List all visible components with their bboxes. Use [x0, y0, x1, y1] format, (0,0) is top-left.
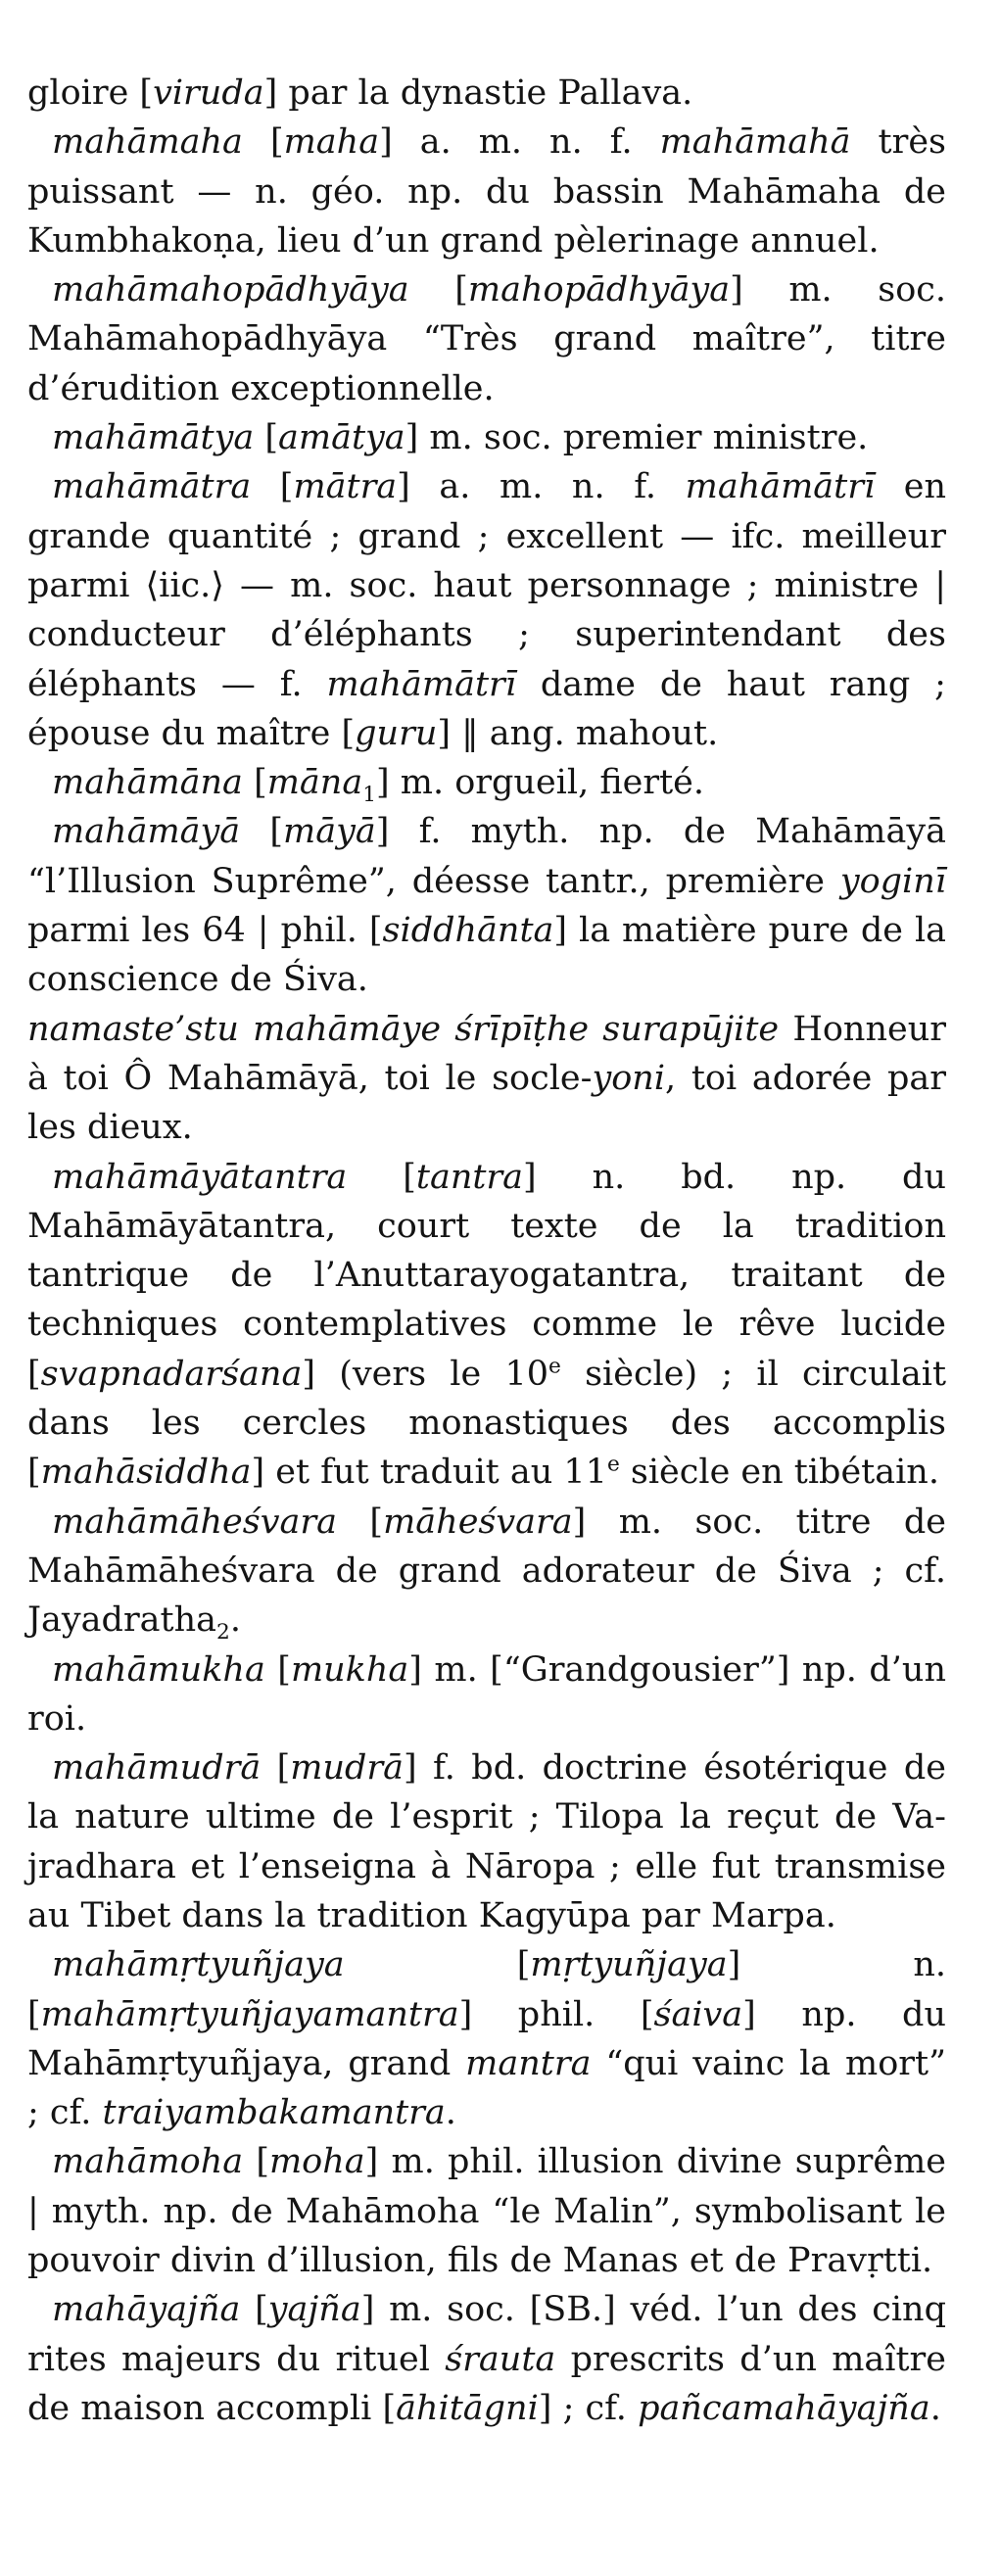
entry-text: ] f. bd. doctrine ésotérique de la nature ultime de l’esprit ; Tilopa la reçut de Vajradhara et l’enseigna à Nāropa ; elle fut transmise au Tibet dans la tradition Kagyūpa par Marpa. [27, 1748, 946, 1935]
entry-text: [ [344, 1945, 531, 1985]
entry-text: très puissant — n. géo. np. du bassin Mahāmaha de Kumbhakoṇa, lieu d’un grand pèlerinage annuel. [27, 122, 946, 261]
entry-mahayajna [27, 2285, 946, 2433]
entries-list [27, 69, 946, 2433]
entry-namaste [27, 1005, 946, 1153]
entry-text: [ [264, 1649, 291, 1690]
entry-mahamahopadhyaya [27, 265, 946, 413]
entry-term: mahāmoha [52, 2142, 244, 2182]
entry-text: [ [240, 812, 284, 852]
entry-term: śrauta [445, 2339, 556, 2379]
entry-text: ] (vers le 10 [302, 1354, 548, 1394]
entry-mahamahesvara [27, 1498, 946, 1646]
entry-text: ] a. m. n. f. [397, 467, 686, 507]
entry-text: [ [251, 467, 294, 507]
entry-text: ] f. myth. np. de Mahāmāyā “l’Illusion Suprême”, déesse tantr., première [27, 812, 946, 901]
entry-term: śaiva [653, 1994, 743, 2034]
entry-term: āhitāgni [396, 2388, 539, 2428]
entry-term: mahāmaha [52, 122, 243, 163]
entry-term: mahāmāyātantra [52, 1157, 348, 1197]
entry-text: ] m. soc. premier ministre. [405, 418, 869, 458]
entry-term: amātya [278, 418, 405, 458]
entry-term: mahāmukha [52, 1649, 265, 1690]
entry-text: 2 [216, 1620, 230, 1646]
entry-text: ] m. [“Grandgousier”] np. d’un roi. [27, 1649, 947, 1739]
entry-term: mahāmṛtyuñjaya [52, 1945, 345, 1985]
entry-term: mahopādhyāya [467, 270, 731, 310]
entry-text: . [445, 2093, 456, 2133]
entry-text: [ [347, 1157, 416, 1197]
entry-term: siddhānta [382, 911, 554, 951]
entry-term: moha [268, 2142, 365, 2182]
entry-term: mṛtyuñjaya [530, 1945, 728, 1985]
entry-term: traiyambakamantra [102, 2093, 446, 2133]
entry-term: mahāmāheśvara [52, 1502, 337, 1542]
entry-text: prescrits d’un maître de maison accompli [ [27, 2339, 946, 2428]
entry-text: ] a. m. n. f. [379, 122, 660, 163]
entry-text: [ [242, 763, 267, 803]
entry-mahamayatantra [27, 1153, 946, 1498]
entry-text: [ [261, 1748, 291, 1789]
entry-term: mahāmātrī [685, 467, 876, 507]
entry-text: ] np. du Mahāmṛtyuñjaya, grand [27, 1994, 946, 2083]
entry-term: yoginī [839, 861, 946, 901]
entry-text: ] et fut traduit au 11 [251, 1453, 607, 1493]
entry-text: ] m. soc. Mahāmahopādhyāya “Très grand maître”, titre d’érudition exceptionnelle. [27, 270, 947, 408]
entry-term: guru [355, 713, 438, 753]
entry-term: mātra [293, 467, 398, 507]
entry-cont [27, 69, 946, 118]
entry-text: ] m. soc. [SB.] véd. l’un des cinq rites majeurs du rituel [27, 2290, 947, 2379]
entry-text: parmi les 64 | phil. [ [27, 911, 383, 951]
entry-text: ] ‖ ang. mahout. [437, 713, 719, 753]
entry-text: gloire [ [27, 73, 154, 113]
entry-text: ] m. orgueil, fierté. [376, 763, 705, 803]
entry-term: mahāyajña [52, 2290, 241, 2330]
entry-text: en grande quantité ; grand ; excellent — ifc. meilleur parmi ⟨iic.⟩ — m. soc. haut personnage ; ministre | conducteur d’éléphants ; superintendant des éléphants — f. [27, 467, 947, 704]
entry-text: [ [336, 1502, 384, 1542]
entry-text: [ [254, 418, 279, 458]
entry-mahamana [27, 758, 946, 807]
entry-text: [ [242, 122, 284, 163]
entry-term: viruda [153, 73, 264, 113]
entry-text: Honneur à toi Ô Mahāmāyā, toi le socle- [27, 1009, 946, 1098]
entry-term: pañcamahāyajña [638, 2388, 930, 2428]
entry-term: maha [283, 122, 380, 163]
entry-text: ] ; cf. [538, 2388, 639, 2428]
entry-term: mahāmātrī [326, 664, 516, 704]
entry-term: mahāmāna [52, 763, 243, 803]
entry-mahamatya [27, 413, 946, 462]
entry-mahamaya [27, 807, 946, 1004]
entry-term: mukha [290, 1649, 409, 1690]
entry-mahamoha [27, 2137, 946, 2285]
entry-text: “qui vainc la mort” ; cf. [27, 2043, 947, 2133]
entry-text: ] par la dynastie Pallava. [263, 73, 693, 113]
entry-term: mudrā [290, 1748, 404, 1789]
entry-mahamaha [27, 118, 946, 265]
entry-term: mahāmātra [52, 467, 252, 507]
entry-text: 1 [362, 783, 376, 808]
entry-text: ] la matière pure de la conscience de Śiva. [27, 911, 946, 1000]
entry-text: [ [243, 2142, 269, 2182]
entry-text: ] m. soc. titre de Mahāmāheśvara de grand adorateur de Śiva ; cf. Jayadratha [27, 1502, 947, 1641]
entry-term: tantra [415, 1157, 524, 1197]
entry-term: mahāmāyā [52, 812, 241, 852]
entry-text: ] phil. [ [458, 1994, 654, 2034]
entry-term: mantra [465, 2043, 592, 2083]
entry-term: māyā [283, 812, 376, 852]
entry-text: [ [240, 2290, 268, 2330]
entry-term: mahāsiddha [40, 1453, 252, 1493]
entry-term: mahāmātya [52, 418, 255, 458]
entry-text: e [548, 1354, 561, 1379]
entry-text: . [929, 2388, 941, 2428]
entry-text: ] m. phil. illusion divine suprême | myth. np. de Mahāmoha “le Malin”, symbolisant le pouvoir divin d’illusion, fils de Manas et de Pravṛtti. [27, 2142, 946, 2281]
entry-text: . [229, 1600, 241, 1641]
entry-term: māheśvara [383, 1502, 573, 1542]
entry-text: dame de haut rang ; épouse du maître [ [27, 664, 946, 753]
entry-text: siècle) ; il circulait dans les cercles monastiques des accomplis [ [27, 1354, 947, 1493]
entry-term: mahāmudrā [52, 1748, 262, 1789]
entry-text: ] n. bd. np. du Mahāmāyātantra, court texte de la tradition tantrique de l’Anuttarayogatantra, traitant de techniques contemplatives comme le rêve lucide [ [27, 1157, 947, 1394]
entry-mahamrtyunjaya [27, 1940, 946, 2137]
entry-term: māna [266, 763, 363, 803]
entry-term: yoni [592, 1058, 666, 1098]
entry-term: mahāmṛtyuñjayamantra [40, 1994, 459, 2034]
entry-text: [ [408, 270, 468, 310]
entry-mahamukha [27, 1646, 946, 1744]
entry-term: namaste’stu mahāmāye śrīpīṭhe surapūjite [27, 1009, 780, 1049]
entry-term: svapnadarśana [40, 1354, 303, 1394]
entry-mahamudra [27, 1743, 946, 1940]
entry-text: ] n. [ [27, 1945, 947, 2034]
entry-mahamatra [27, 462, 946, 758]
entry-text: , toi adorée par les dieux. [27, 1058, 946, 1148]
entry-term: yajña [267, 2290, 361, 2330]
entry-text: e [606, 1452, 620, 1477]
entry-term: mahāmahopādhyāya [52, 270, 409, 310]
entry-text: siècle en tibétain. [619, 1453, 939, 1493]
entry-term: mahāmahā [659, 122, 851, 163]
